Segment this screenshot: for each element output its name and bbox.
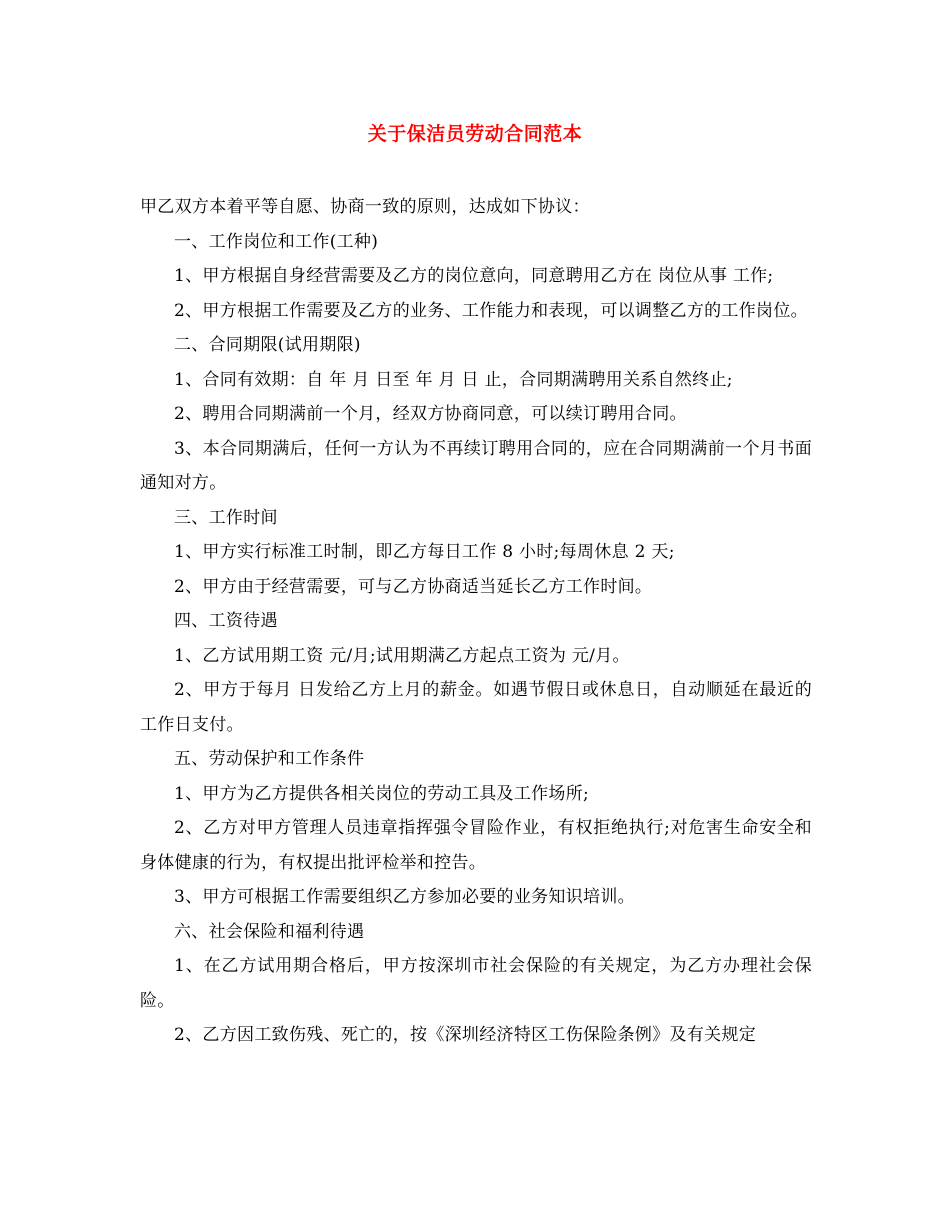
clause-5-1: 1、甲方为乙方提供各相关岗位的劳动工具及工作场所;: [174, 783, 590, 804]
clause-5-2: 2、乙方对甲方管理人员违章指挥强令冒险作业，有权拒绝执行;对危害生命安全和身体健康的行为，有权提出批评检举和控告。: [140, 818, 812, 873]
document-title: 关于保洁员劳动合同范本: [367, 123, 583, 145]
clause-6-1: 1、在乙方试用期合格后，甲方按深圳市社会保险的有关规定，为乙方办理社会保险。: [140, 956, 812, 1011]
document-body: [140, 190, 812, 1053]
clause-4-2: 2、甲方于每月 日发给乙方上月的薪金。如遇节假日或休息日，自动顺延在最近的工作日支付。: [140, 680, 812, 735]
section-heading-5: 五、劳动保护和工作条件: [174, 749, 365, 769]
section-heading-4: 四、工资待遇: [174, 611, 278, 631]
clause-4-1: 1、乙方试用期工资 元/月;试用期满乙方起点工资为 元/月。: [174, 645, 630, 666]
clause-3-2: 2、甲方由于经营需要，可与乙方协商适当延长乙方工作时间。: [174, 576, 653, 597]
clause-5-3: 3、甲方可根据工作需要组织乙方参加必要的业务知识培训。: [174, 887, 635, 907]
section-heading-1: 一、工作岗位和工作(工种): [174, 231, 379, 252]
section-heading-3: 三、工作时间: [174, 507, 278, 528]
clause-2-2: 2、聘用合同期满前一个月，经双方协商同意，可以续订聘用合同。: [174, 404, 687, 424]
clause-6-2: 2、乙方因工致伤残、死亡的，按《深圳经济特区工伤保险条例》及有关规定: [174, 1025, 757, 1045]
clause-2-1: 1、合同有效期：自 年 月 日至 年 月 日 止，合同期满聘用关系自然终止;: [174, 369, 733, 390]
section-heading-2: 二、合同期限(试用期限): [174, 335, 361, 355]
section-heading-6: 六、社会保险和福利待遇: [174, 921, 365, 942]
clause-2-3: 3、本合同期满后，任何一方认为不再续订聘用合同的，应在合同期满前一个月书面通知对方。: [140, 438, 812, 493]
clause-1-2: 2、甲方根据工作需要及乙方的业务、工作能力和表现，可以调整乙方的工作岗位。: [174, 300, 808, 321]
intro-paragraph: 甲乙双方本着平等自愿、协商一致的原则，达成如下协议：: [140, 197, 590, 217]
clause-3-1: 1、甲方实行标准工时制，即乙方每日工作 8 小时;每周休息 2 天;: [174, 542, 675, 562]
clause-1-1: 1、甲方根据自身经营需要及乙方的岗位意向，同意聘用乙方在 岗位从事 工作;: [174, 266, 774, 286]
